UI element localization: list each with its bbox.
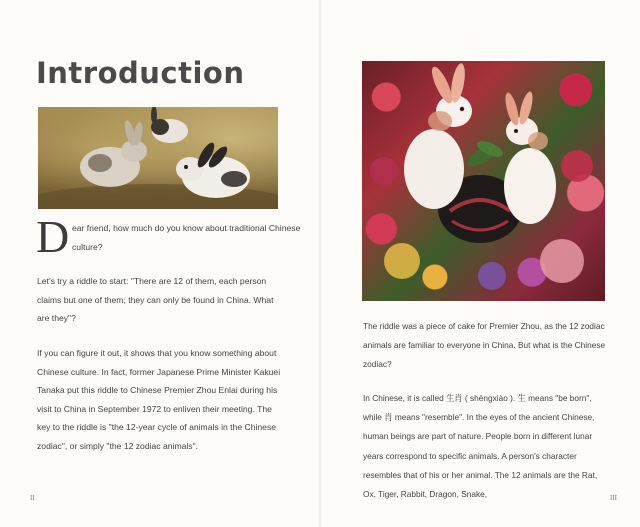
paragraph-shengxiao: In Chinese, it is called 生肖 ( shēngxiào ). 生 means "be born", while 肖 means "resemble". In the eyes of the ancient Chinese, human beings are part of nature. People born in different lunar years correspond to specific animals. A person's character resembles that of his or her animal. The 12 animals are the Rat, Ox, Tiger, Rabbit, Dragon, Snake, xyxy=(363,393,598,500)
rabbits-painting xyxy=(362,61,605,301)
paragraph-riddle: Let's try a riddle to start: "There are 12 of them, each person claims but one of them; they can only be found in China. What are they"? xyxy=(37,276,274,323)
rabbits-illustration xyxy=(38,107,278,209)
page-title: Introduction xyxy=(36,56,245,90)
rabbits-painting-illustration xyxy=(362,61,605,301)
rabbits-photo xyxy=(38,107,278,209)
page-number: III xyxy=(610,494,617,502)
drop-cap: D xyxy=(36,211,70,262)
right-page xyxy=(320,0,640,527)
paragraph-premier-zhou: The riddle was a piece of cake for Premier Zhou, as the 12 zodiac animals are familiar to everyone in China. But what is the Chinese zodiac? xyxy=(363,321,606,369)
page-number: II xyxy=(30,494,35,502)
paragraph-tanaka: If you can figure it out, it shows that you know something about Chinese culture. In fact, former Japanese Prime Minister Kakuei Tanaka put this riddle to Chinese Premier Zhou Enlai during his visit to China in September 1972 to enliven their meeting. The key to the riddle is "the 12-year cycle of animals in the Chinese zodiac", or simply "the 12 zodiac animals". xyxy=(37,348,281,451)
opening-paragraph: ear friend, how much do you know about traditional Chinese culture? xyxy=(72,223,301,252)
